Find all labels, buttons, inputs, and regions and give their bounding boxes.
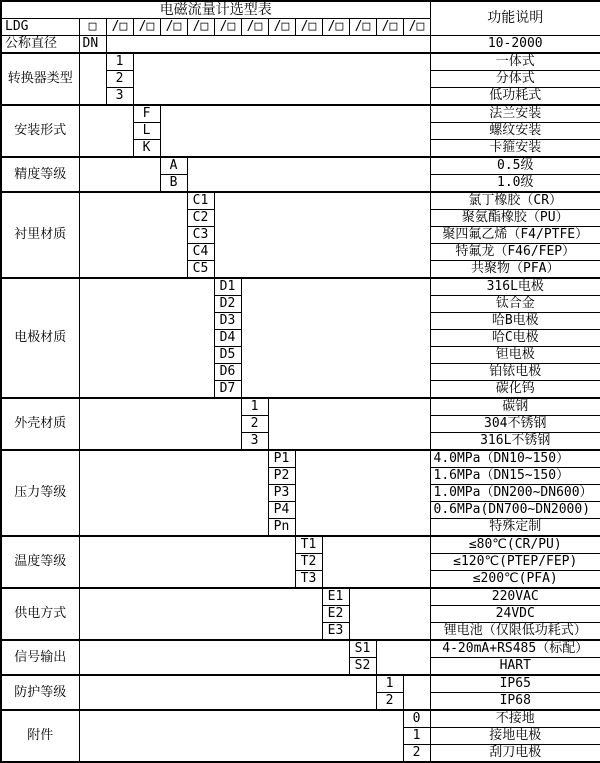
code-cell: D7	[214, 381, 241, 399]
group-label: 压力等级	[1, 450, 79, 536]
desc-cell: 0.5级	[430, 157, 600, 175]
desc-cell: IP65	[430, 675, 600, 693]
group-label: 精度等级	[1, 157, 79, 192]
empty-cell	[79, 536, 295, 588]
code-cell: C5	[187, 261, 214, 279]
group-label: 衬里材质	[1, 192, 79, 278]
model-slash-box: /□	[268, 19, 295, 36]
desc-cell: 1.0MPa（DN200~DN600）	[430, 485, 600, 502]
code-cell: E3	[322, 623, 349, 641]
empty-cell	[268, 398, 430, 450]
desc-cell: IP68	[430, 693, 600, 711]
code-cell: T3	[295, 571, 322, 589]
desc-cell: 4-20mA+RS485（标配）	[430, 640, 600, 658]
desc-cell: 氯丁橡胶（CR）	[430, 192, 600, 210]
group-label: 防护等级	[1, 675, 79, 710]
desc-cell: 螺纹安装	[430, 123, 600, 140]
empty-cell	[79, 278, 214, 398]
desc-cell: 1.0级	[430, 175, 600, 193]
desc-cell: 锂电池（仅限低功耗式）	[430, 623, 600, 641]
code-cell: 2	[403, 745, 430, 763]
code-cell: B	[160, 175, 187, 193]
empty-cell	[187, 157, 430, 192]
desc-cell: 法兰安装	[430, 105, 600, 123]
code-cell: D3	[214, 313, 241, 330]
code-cell: 2	[106, 71, 133, 88]
code-cell: F	[133, 105, 160, 123]
model-slash-box: /□	[349, 19, 376, 36]
group-label: 安装形式	[1, 105, 79, 157]
desc-cell: 一体式	[430, 53, 600, 71]
code-cell: P1	[268, 450, 295, 468]
model-slash-box: /□	[241, 19, 268, 36]
code-cell: D6	[214, 364, 241, 381]
empty-cell	[79, 588, 322, 640]
dn-label: 公称直径	[1, 36, 79, 54]
empty-cell	[106, 36, 430, 54]
empty-cell	[79, 53, 106, 105]
code-cell: C1	[187, 192, 214, 210]
code-cell: 1	[403, 728, 430, 745]
code-cell: 3	[241, 433, 268, 451]
desc-cell: 钽电极	[430, 347, 600, 364]
code-cell: 0	[403, 710, 430, 728]
desc-cell: 聚四氟乙烯（F4/PTFE）	[430, 227, 600, 244]
desc-cell: ≤80℃(CR/PU)	[430, 536, 600, 554]
code-cell: P3	[268, 485, 295, 502]
desc-cell: 聚氨酯橡胶（PU）	[430, 210, 600, 227]
group-label: 温度等级	[1, 536, 79, 588]
desc-cell: 接地电极	[430, 728, 600, 745]
desc-cell: 220VAC	[430, 588, 600, 606]
dn-desc: 10-2000	[430, 36, 600, 54]
empty-cell	[79, 675, 376, 710]
desc-cell: 0.6MPa(DN700~DN2000)	[430, 502, 600, 519]
code-cell: E1	[322, 588, 349, 606]
code-cell: 2	[376, 693, 403, 711]
desc-cell: 1.6MPa（DN15~150）	[430, 468, 600, 485]
empty-cell	[79, 450, 268, 536]
desc-cell: 碳化钨	[430, 381, 600, 399]
empty-cell	[79, 105, 133, 157]
code-cell: T2	[295, 554, 322, 571]
desc-cell: 4.0MPa（DN10~150）	[430, 450, 600, 468]
desc-cell: 哈C电极	[430, 330, 600, 347]
group-label: 外壳材质	[1, 398, 79, 450]
model-slash-box: /□	[106, 19, 133, 36]
selection-table-body	[1, 1, 600, 762]
model-base-box: □	[79, 19, 106, 36]
code-cell: C3	[187, 227, 214, 244]
empty-cell	[376, 640, 430, 675]
model-slash-box: /□	[403, 19, 430, 36]
code-cell: S2	[349, 658, 376, 676]
model-prefix: LDG	[1, 19, 79, 36]
dn-code: DN	[79, 36, 106, 54]
code-cell: C4	[187, 244, 214, 261]
code-cell: 1	[376, 675, 403, 693]
code-cell: E2	[322, 606, 349, 623]
desc-cell: 碳钢	[430, 398, 600, 416]
group-label: 供电方式	[1, 588, 79, 640]
desc-cell: 低功耗式	[430, 88, 600, 106]
desc-cell: 特殊定制	[430, 519, 600, 537]
desc-cell: HART	[430, 658, 600, 676]
code-cell: K	[133, 140, 160, 158]
group-label: 电极材质	[1, 278, 79, 398]
desc-cell: 24VDC	[430, 606, 600, 623]
desc-cell: 特氟龙（F46/FEP）	[430, 244, 600, 261]
code-cell: D5	[214, 347, 241, 364]
table-title: 电磁流量计选型表	[1, 1, 430, 19]
code-cell: P4	[268, 502, 295, 519]
model-slash-box: /□	[214, 19, 241, 36]
code-cell: 1	[241, 398, 268, 416]
code-cell: L	[133, 123, 160, 140]
desc-cell: 刮刀电极	[430, 745, 600, 763]
empty-cell	[79, 157, 160, 192]
code-cell: A	[160, 157, 187, 175]
empty-cell	[79, 398, 241, 450]
desc-cell: 316L电极	[430, 278, 600, 296]
code-cell: T1	[295, 536, 322, 554]
desc-cell: 分体式	[430, 71, 600, 88]
code-cell: D1	[214, 278, 241, 296]
code-cell: S1	[349, 640, 376, 658]
empty-cell	[214, 192, 430, 278]
code-cell: D2	[214, 296, 241, 313]
model-slash-box: /□	[322, 19, 349, 36]
model-slash-box: /□	[133, 19, 160, 36]
group-label: 转换器类型	[1, 53, 79, 105]
code-cell: C2	[187, 210, 214, 227]
code-cell: P2	[268, 468, 295, 485]
function-column-header: 功能说明	[430, 1, 600, 36]
desc-cell: 铂铱电极	[430, 364, 600, 381]
model-slash-box: /□	[160, 19, 187, 36]
group-label: 附件	[1, 710, 79, 762]
model-slash-box: /□	[376, 19, 403, 36]
code-cell: 3	[106, 88, 133, 106]
desc-cell: 哈B电极	[430, 313, 600, 330]
code-cell: Pn	[268, 519, 295, 537]
empty-cell	[403, 675, 430, 710]
desc-cell: 卡箍安装	[430, 140, 600, 158]
empty-cell	[160, 105, 430, 157]
desc-cell: 钛合金	[430, 296, 600, 313]
empty-cell	[241, 278, 430, 398]
empty-cell	[79, 192, 187, 278]
desc-cell: 304不锈钢	[430, 416, 600, 433]
model-slash-box: /□	[187, 19, 214, 36]
empty-cell	[322, 536, 430, 588]
group-label: 信号输出	[1, 640, 79, 675]
code-cell: 2	[241, 416, 268, 433]
empty-cell	[79, 640, 349, 675]
empty-cell	[295, 450, 430, 536]
desc-cell: ≤120℃(PTEP/FEP)	[430, 554, 600, 571]
desc-cell: 不接地	[430, 710, 600, 728]
empty-cell	[133, 53, 430, 105]
desc-cell: 316L不锈钢	[430, 433, 600, 451]
desc-cell: 共聚物（PFA）	[430, 261, 600, 279]
empty-cell	[349, 588, 430, 640]
empty-cell	[79, 710, 403, 762]
code-cell: D4	[214, 330, 241, 347]
code-cell: 1	[106, 53, 133, 71]
desc-cell: ≤200℃(PFA)	[430, 571, 600, 589]
model-slash-box: /□	[295, 19, 322, 36]
